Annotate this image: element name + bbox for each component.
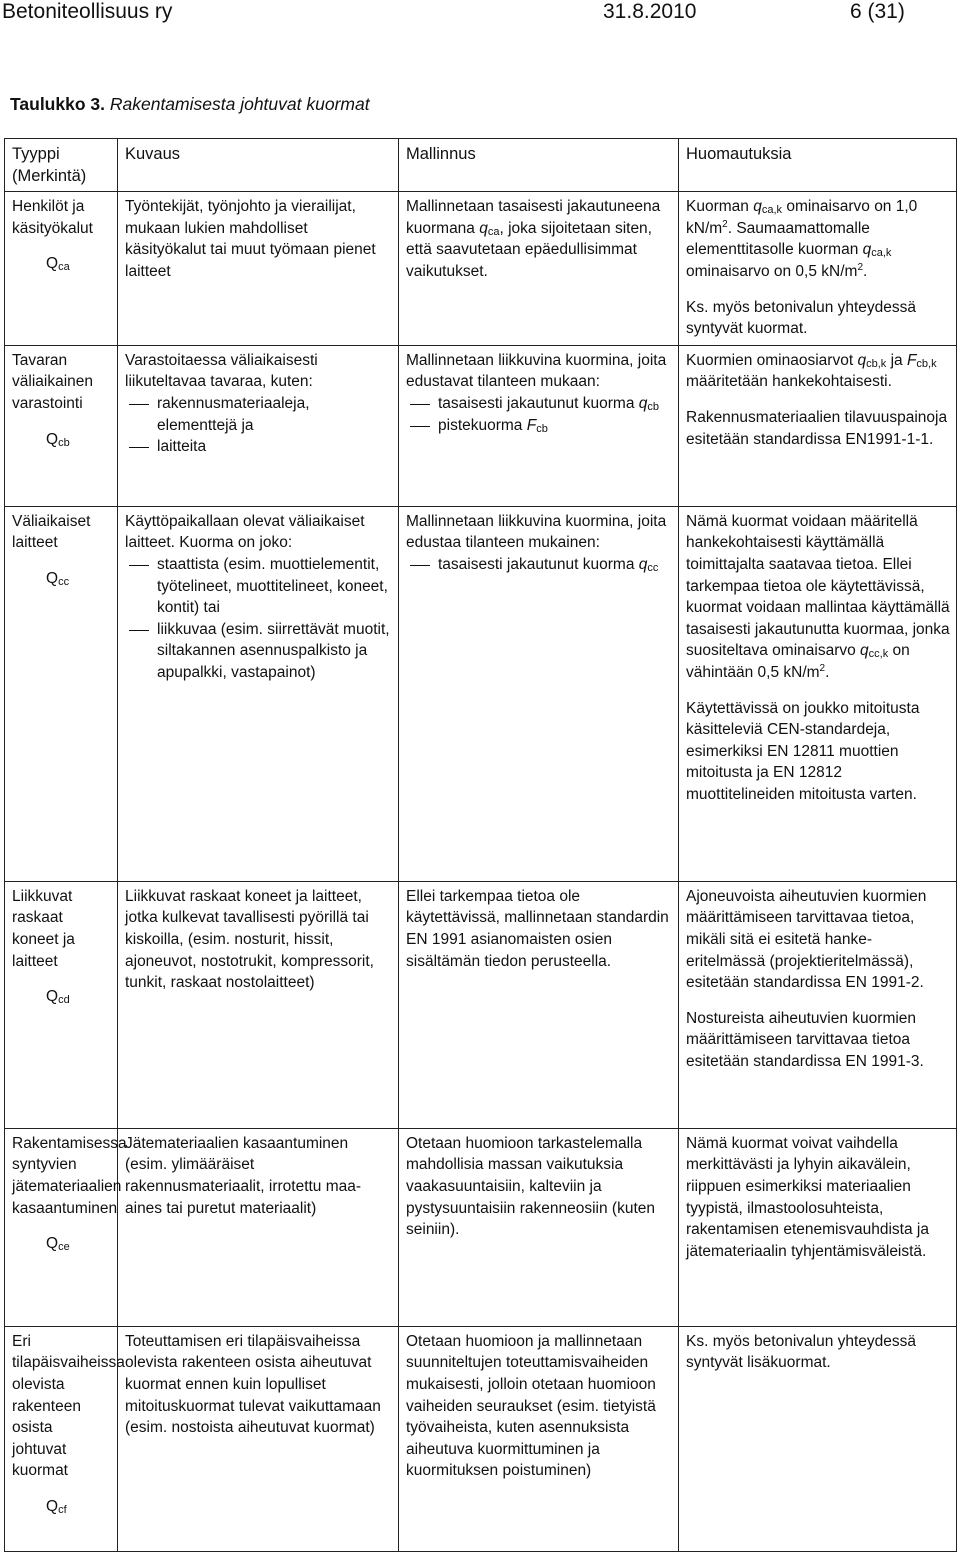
type-cell [5,881,118,1128]
table-number: Taulukko 3. [10,94,105,114]
modelling-cell [399,192,679,346]
description-cell [118,1128,399,1326]
table-row [5,1128,957,1326]
modelling-cell [399,345,679,506]
header-org: Betoniteollisuus ry [2,0,173,23]
table-row [5,1326,957,1551]
remarks-cell [679,1128,957,1326]
type-cell [5,345,118,506]
load-symbol: Qcb [46,430,70,449]
column-header-description: Kuvaus [118,139,399,192]
list-item: pistekuorma $F_{cb}$ [406,415,672,437]
remark-text: Ks. myös betonivalun yhteydessä syntyvät lisäkuormat. [686,1332,917,1372]
modelling-cell [399,1326,679,1551]
remarks-cell [679,506,957,881]
table-title [10,94,370,115]
table-header-row [5,139,957,192]
table-row [5,506,957,881]
column-header-remarks: Huomautuksia [679,139,957,192]
description-text: Käyttöpaikallaan olevat väliaikaiset laitteet. Kuorma on joko: [125,512,365,552]
remark-text: Nämä kuormat voivat vaihdella merkittävästi ja lyhyin aikavälein, riippuen esimerkiksi materiaalien tyypistä, ilmastoolosuhteista, rakentamisen etenemisvauhdista ja jätemateriaalin tyhjentämisväleistä. [686,1134,929,1260]
description-list [125,393,392,458]
type-label: Henkilöt ja käsityökalut [12,198,93,237]
load-symbol: Qcf [46,1497,67,1516]
description-cell [118,881,399,1128]
description-text: Jätemateriaalien kasaantuminen (esim. ylimääräiset rakennusmateriaalit, irrotettu maa-aines tai puretut materiaalit) [125,1134,362,1217]
description-text: Työntekijät, työnjohto ja vierailijat, mukaan lukien mahdolliset käsityökalut tai muut työmaan pienet laitteet [125,198,376,280]
description-cell [118,1326,399,1551]
header-date: 31.8.2010 [603,0,697,23]
description-cell [118,345,399,506]
type-label: Liikkuvat raskaat koneet ja laitteet [12,887,75,970]
table-row [5,881,957,1128]
modelling-list [406,393,672,436]
description-list [125,554,392,684]
type-cell [5,1128,127,1326]
header-page: 6 (31) [850,0,905,23]
table-row [5,192,957,346]
modelling-cell [399,881,679,1128]
modelling-text: Otetaan huomioon tarkastelemalla mahdollisia massan vaikutuksia vaakasuuntaisiin, kalteviin ja pystysuuntaisiin rakenneosiin (kuten seiniin). [406,1134,655,1239]
type-label: Rakentamisessa syntyvien jätemateriaalien kasaantuminen [12,1134,127,1217]
description-text: Liikkuvat raskaat koneet ja laitteet, jotka kulkevat tavallisesti pyörillä tai kiskoilla, (esim. nosturit, hissit, ajoneuvot, nostotrukit, kompressorit, tunkit, raskaat nostolaitteet) [125,887,374,992]
remark-text: Kuorman $q_{ca,k}$ ominaisarvo on 1,0 $kN/m^2$. Saumaamattomalle elementtitasolle kuorman $q_{ca,k}$ ominaisarvo on 0,5 $kN/m^2$. [686,198,918,280]
modelling-text: Ellei tarkempaa tietoa ole käytettävissä, mallinnetaan standardin EN 1991 asianomaisten osien sisältämän tiedon perusteella. [406,887,669,970]
type-label: Eri tilapäisvaiheissa olevista rakenteen osista johtuvat kuormat [12,1332,125,1480]
column-header-type: Tyyppi (Merkintä) [5,139,118,192]
list-item: tasaisesti jakautunut kuorma $q_{cb}$ [406,393,672,415]
type-cell [5,192,118,346]
type-cell [5,506,118,881]
remarks-cell [679,881,957,1128]
load-symbol: Qce [46,1235,70,1254]
modelling-cell [399,506,679,881]
remark-text-2: Ks. myös betonivalun yhteydessä syntyvät kuormat. [686,298,917,338]
modelling-text: Mallinnetaan liikkuvina kuormina, joita edustavat tilanteen mukaan: [406,351,667,391]
load-symbol: Qcd [46,988,70,1007]
remark-text: Kuormien ominaosiarvot $q_{cb,k}$ ja $F_{cb,k}$ määritetään hankekohtaisesti. [686,351,937,391]
modelling-text: Otetaan huomioon ja mallinnetaan suunniteltujen toteuttamisvaiheiden mukaisesti, jolloin otetaan huomioon vaiheiden seuraukset (esim. tietyistä työvaiheista, kuten asennuksista aiheutuva kuormittuminen ja kuormituksen poistuminen) [406,1332,656,1480]
list-item: rakennusmateriaaleja, elementtejä ja [125,393,392,436]
table-caption: Rakentamisesta johtuvat kuormat [109,94,370,114]
list-item: liikkuvaa (esim. siirrettävät muotit, siltakannen asennuspalkisto ja apupalkki, vastapainot) [125,619,392,684]
load-symbol: Qca [46,255,70,274]
list-item: laitteita [125,436,392,458]
remarks-cell [679,345,957,506]
list-item: staattista (esim. muottielementit, työtelineet, muottitelineet, koneet, kontit) tai [125,554,392,619]
modelling-text: Mallinnetaan liikkuvina kuormina, joita edustaa tilanteen mukainen: [406,512,667,552]
remark-text: Nämä kuormat voidaan määritellä hankekohtaisesti käyttämällä toimittajalta saatavaa tietoa. Ellei tarkempaa tietoa ole käytettävissä, kuormat voidaan mallintaa käyttämällä tasaisesti jakautunutta kuormaa, jonka suositeltava ominaisarvo $q_{cc,k}$ on vähintään 0,5 $kN/m^2$. [686,512,950,681]
column-header-modelling: Mallinnus [399,139,679,192]
remark-text: Ajoneuvoista aiheutuvien kuormien määrittämiseen tarvittavaa tietoa, mikäli sitä ei esitetä hanke-eritelmässä (projektieritelmässä), esitetään standardissa EN 1991-2. [686,887,927,992]
remarks-cell [679,192,957,346]
load-symbol: Qcc [46,569,70,588]
remark-text-2: Rakennusmateriaalien tilavuuspainoja esitetään standardissa EN1991-1-1. [686,408,948,448]
remark-text-2: Käytettävissä on joukko mitoitusta käsitteleviä CEN-standardeja, esimerkiksi EN 12811 muottien mitoitusta ja EN 12812 muottitelineiden mitoitusta varten. [686,699,920,803]
loads-table [4,138,957,1552]
type-label: Tavaran väliaikainen varastointi [12,351,93,412]
description-cell [118,506,399,881]
remarks-cell [679,1326,957,1551]
table-row [5,345,957,506]
type-cell [5,1326,125,1551]
list-item: tasaisesti jakautunut kuorma $q_{cc}$ [406,554,672,576]
description-text: Toteuttamisen eri tilapäisvaiheissa olevista rakenteen osista aiheutuvat kuormat ennen kuin lopulliset mitoituskuormat tulevat vaikuttamaan (esim. nostoista aiheutuvat kuormat) [125,1332,381,1437]
type-label: Väliaikaiset laitteet [12,512,91,552]
modelling-text: Mallinnetaan tasaisesti jakautuneena kuormana $q_{ca}$, joka sijoitetaan siten, että saavutetaan epäedullisimmat vaikutukset. [406,198,661,280]
modelling-list [406,554,672,576]
modelling-cell [399,1128,679,1326]
description-cell [118,192,399,346]
remark-text-2: Nostureista aiheutuvien kuormien määrittämiseen tarvittavaa tietoa esitetään standardissa EN 1991-3. [686,1009,924,1070]
description-text: Varastoitaessa väliaikaisesti liikuteltavaa tavaraa, kuten: [125,351,318,391]
